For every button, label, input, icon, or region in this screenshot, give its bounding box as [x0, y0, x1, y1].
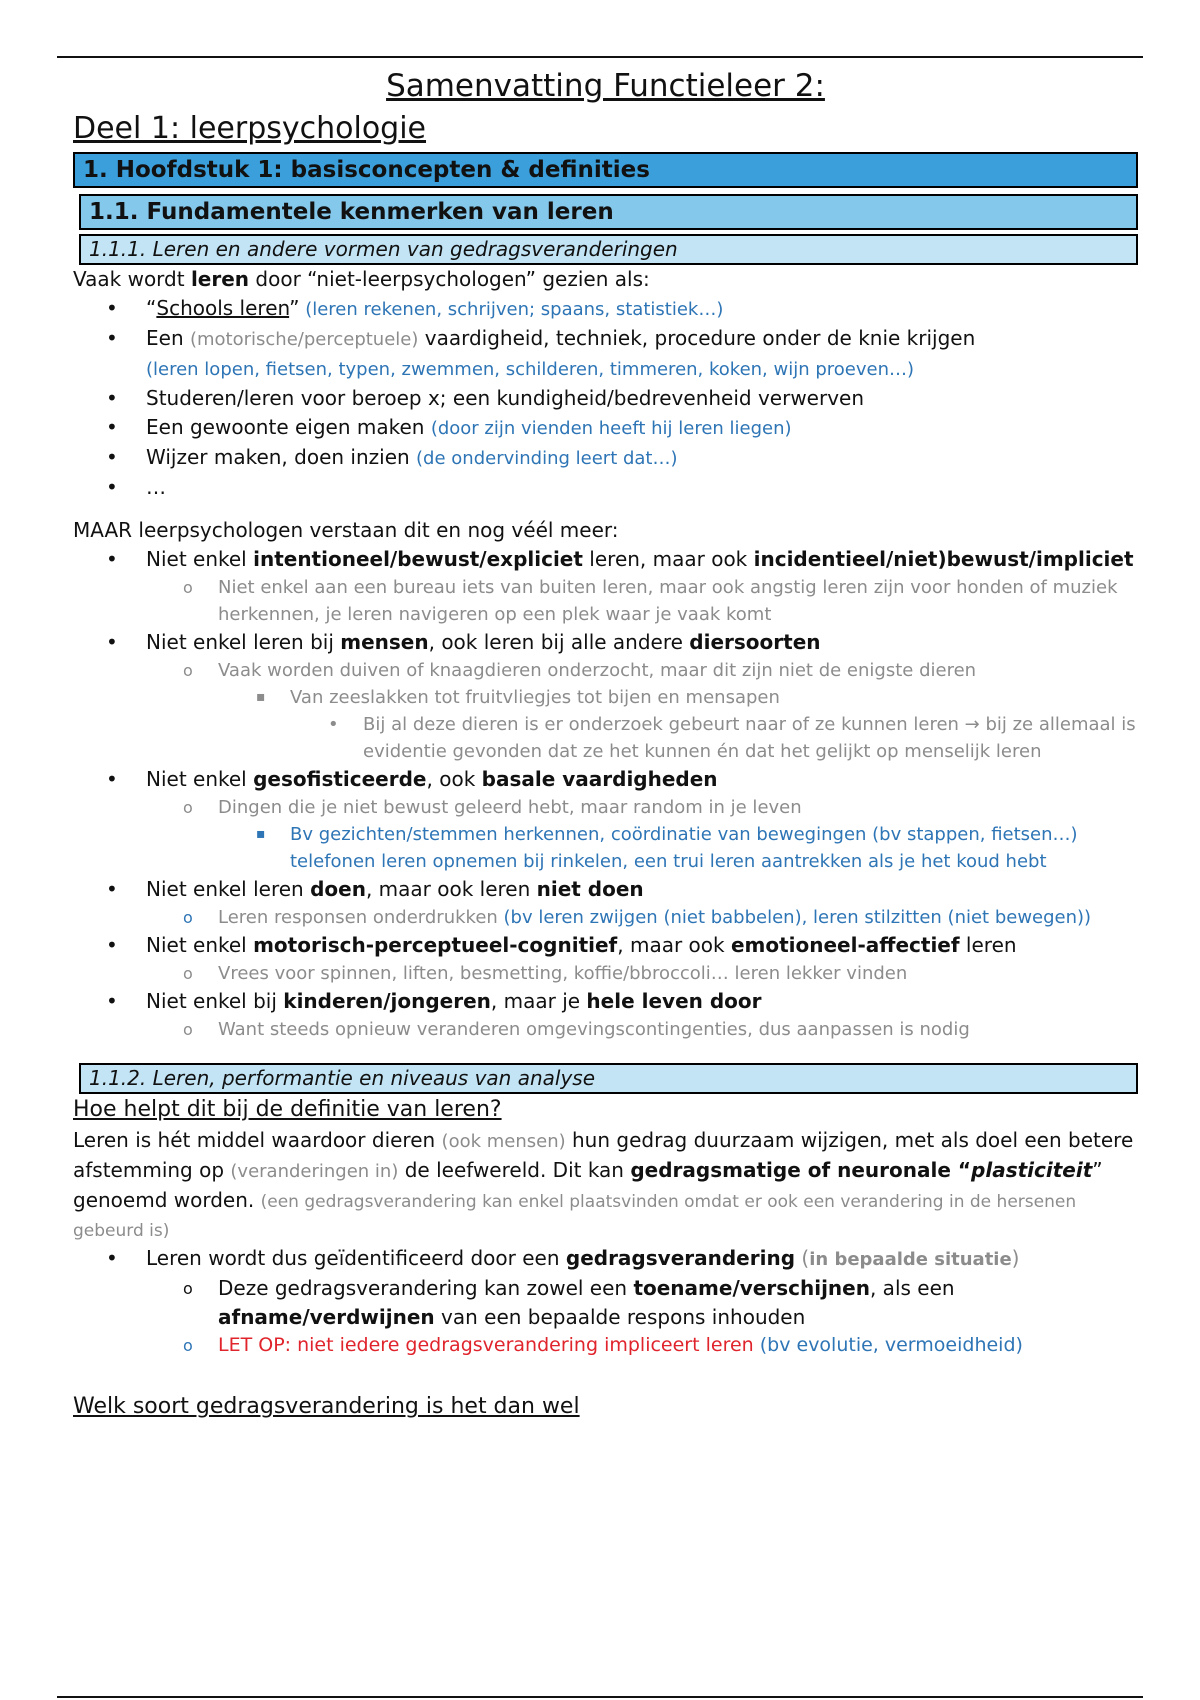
- list-subitem: o Vaak worden duiven of knaagdieren onderzocht, maar dit zijn niet de enigste dieren: [73, 657, 1138, 684]
- list-item: • Niet enkel bij kinderen/jongeren, maar je hele leven door: [73, 987, 1138, 1016]
- subsection-heading-1: 1.1.1. Leren en andere vormen van gedragsveranderingen: [79, 234, 1138, 265]
- list-subitem: • Bij al deze dieren is er onderzoek gebeurt naar of ze kunnen leren → bij ze allemaal is evidentie gevonden dat ze het kunnen én dat het gelijkt op menselijk leren: [73, 711, 1138, 765]
- list-item: • “Schools leren” (leren rekenen, schrijven; spaans, statistiek…): [73, 294, 1138, 324]
- list-item: • Een gewoonte eigen maken (door zijn vienden heeft hij leren liegen): [73, 413, 1138, 443]
- definition-list: [73, 1244, 1138, 1359]
- question-heading-2: Welk soort gedragsverandering is het dan wel: [73, 1394, 580, 1419]
- intro-paragraph: Vaak wordt leren door “niet-leerpsychologen” gezien als:: [73, 267, 650, 291]
- list-item: • Leren wordt dus geïdentificeerd door een gedragsverandering (in bepaalde situatie): [73, 1244, 1138, 1274]
- list-item: • Niet enkel gesofisticeerde, ook basale vaardigheden: [73, 765, 1138, 794]
- list-item: • Niet enkel intentioneel/bewust/expliciet leren, maar ook incidentieel/niet)bewust/impliciet: [73, 545, 1138, 574]
- section-heading: 1.1. Fundamentele kenmerken van leren: [79, 194, 1138, 230]
- list-item: • Een (motorische/perceptuele) vaardigheid, techniek, procedure onder de knie krijgen (leren lopen, fietsen, typen, zwemmen, schilderen, timmeren, koken, wijn proeven…): [73, 324, 1138, 384]
- document-page: [73, 58, 1138, 1423]
- part-heading: Deel 1: leerpsychologie: [73, 111, 427, 146]
- subsection-heading-2: 1.1.2. Leren, performantie en niveaus van analyse: [79, 1063, 1138, 1094]
- list-subitem: o Vrees voor spinnen, liften, besmetting, koffie/bbroccoli… leren lekker vinden: [73, 960, 1138, 987]
- list-subitem: o Want steeds opnieuw veranderen omgevingscontingenties, dus aanpassen is nodig: [73, 1016, 1138, 1043]
- list-item: • Wijzer maken, doen inzien (de ondervinding leert dat…): [73, 443, 1138, 473]
- list-item: • Niet enkel leren doen, maar ook leren niet doen: [73, 875, 1138, 904]
- list-item: • …: [73, 473, 1138, 502]
- list-item: • Niet enkel leren bij mensen, ook leren bij alle andere diersoorten: [73, 628, 1138, 657]
- expert-view-list: [73, 545, 1138, 1043]
- list-subitem: o Leren responsen onderdrukken (bv leren zwijgen (niet babbelen), leren stilzitten (niet bewegen)): [73, 904, 1138, 931]
- lay-view-list: [73, 294, 1138, 502]
- chapter-heading: 1. Hoofdstuk 1: basisconcepten & definities: [73, 152, 1138, 188]
- list-item: • Studeren/leren voor beroep x; een kundigheid/bedrevenheid verwerven: [73, 384, 1138, 413]
- list-subitem: ▪ Bv gezichten/stemmen herkennen, coördinatie van bewegingen (bv stappen, fietsen…) telefonen leren opnemen bij rinkelen, een trui leren aantrekken als je het koud hebt: [73, 821, 1138, 875]
- bottom-rule: [57, 1696, 1143, 1698]
- list-subitem: ▪ Van zeeslakken tot fruitvliegjes tot bijen en mensapen: [73, 684, 1138, 711]
- definition-paragraph: Leren is hét middel waardoor dieren (ook mensen) hun gedrag duurzaam wijzigen, met als doel een betere afstemming op (veranderingen in) de leefwereld. Dit kan gedragsmatige of neuronale “plasticiteit” genoemd worden. (een gedragsverandering kan enkel plaatsvinden omdat er ook een verandering in de hersenen gebeurd is): [73, 1128, 1134, 1241]
- list-subitem: o Niet enkel aan een bureau iets van buiten leren, maar ook angstig leren zijn voor honden of muziek herkennen, je leren navigeren op een plek waar je vaak komt: [73, 574, 1138, 628]
- list-subitem: o LET OP: niet iedere gedragsverandering impliceert leren (bv evolutie, vermoeidheid): [73, 1332, 1138, 1359]
- list-subitem: o Dingen die je niet bewust geleerd hebt, maar random in je leven: [73, 794, 1138, 821]
- list-item: • Niet enkel motorisch-perceptueel-cognitief, maar ook emotioneel-affectief leren: [73, 931, 1138, 960]
- paragraph: MAAR leerpsychologen verstaan dit en nog véél meer:: [73, 518, 619, 542]
- document-title: Samenvatting Functieleer 2:: [386, 68, 825, 104]
- question-heading-1: Hoe helpt dit bij de definitie van leren?: [73, 1097, 502, 1122]
- list-subitem: o Deze gedragsverandering kan zowel een toename/verschijnen, als een afname/verdwijnen van een bepaalde respons inhouden: [73, 1274, 1138, 1332]
